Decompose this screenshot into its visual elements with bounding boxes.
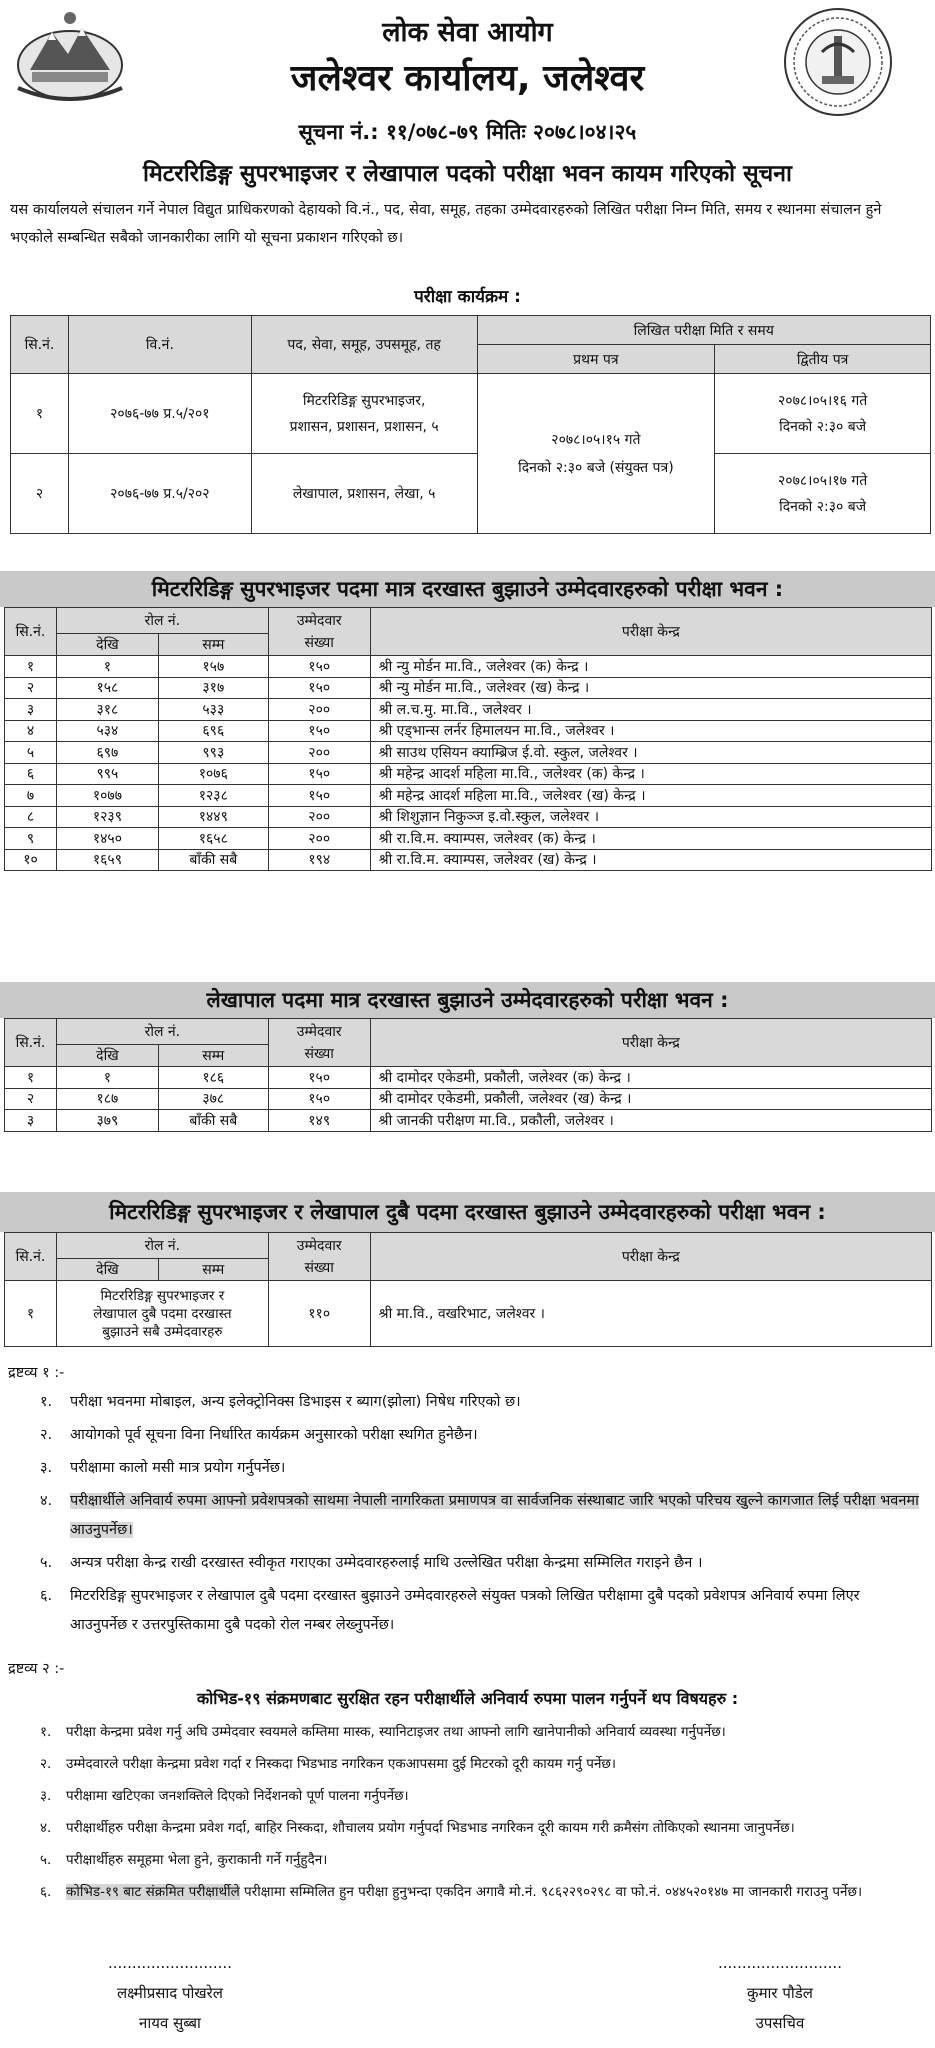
col-from: देखि [56, 634, 158, 656]
cell-count: १४९ [268, 1110, 370, 1132]
item-number: २. [40, 1427, 53, 1443]
table-row [5, 656, 932, 678]
cell-to: ३१७ [158, 677, 268, 699]
col-count-line: संख्या [304, 1259, 334, 1276]
list-item [40, 1880, 920, 1905]
cell-to: ९९३ [158, 742, 268, 764]
second-paper-date: २०७८।०५।१७ गते [778, 472, 868, 489]
cell-sn: १ [5, 1281, 57, 1347]
notice-number: सूचना नं.: ११/०७८-७९ मितिः २०७८।०४।२५ [298, 120, 637, 144]
cell-from: ५३४ [56, 720, 158, 742]
col-to: सम्म [158, 1259, 268, 1281]
item-text: परीक्षामा सम्मिलित हुन परीक्षा हुनुभन्दा एकदिन अगावै मो.नं. ९८६२२९०२९८ वा फो.नं. ०४४५२०१४७ मा जानकारी गराउनु पर्नेछ। [239, 1884, 863, 1900]
table-row [5, 720, 932, 742]
cell-sn: ७ [5, 785, 57, 807]
note1-title: द्रष्टव्य १ :- [8, 1365, 65, 1381]
cell-adv: २०७६-७७ प्र.५/२०२ [68, 454, 251, 534]
signature-right [670, 1948, 890, 2038]
cell-sn: ४ [5, 720, 57, 742]
table-row [5, 1067, 932, 1089]
col-sn: सि.नं. [5, 608, 57, 656]
first-paper-date: २०७८।०५।१५ गते [551, 431, 641, 448]
item-text: परीक्षामा कालो मसी मात्र प्रयोग गर्नुपर्नेछ। [70, 1460, 286, 1476]
cell-post: लेखापाल, प्रशासन, लेखा, ५ [251, 454, 477, 534]
cell-sn: ९ [5, 828, 57, 850]
note2-title: द्रष्टव्य २ :- [8, 1661, 65, 1677]
venue3-table [4, 1232, 932, 1347]
cell-count: २०० [268, 742, 370, 764]
list-item [40, 1784, 920, 1809]
table-row [5, 1281, 932, 1347]
col-centre: परीक्षा केन्द्र [370, 1019, 931, 1067]
col-count-line: उम्मेदवार [296, 612, 342, 629]
signatory-title: नायव सुब्बा [139, 2014, 201, 2032]
cell-second-paper [715, 454, 931, 534]
signature-line: .......................... [718, 1954, 842, 1972]
notice-title: मिटररिडिङ्ग सुपरभाइजर र लेखापाल पदको परीक्षा भवन कायम गरिएको सूचना [143, 161, 792, 187]
cell-centre: श्री मा.वि., वखरिभाट, जलेश्वर । [370, 1281, 931, 1347]
col-roll: रोल नं. [56, 608, 268, 634]
item-number: २. [40, 1756, 52, 1772]
list-item [40, 1454, 920, 1483]
item-text-highlighted: परीक्षार्थीले अनिवार्य रुपमा आफ्नो प्रवेशपत्रको साथमा नेपाली नागरिकता प्रमाणपत्र वा सार्वजनिक संस्थाबाट जारि भएको परिचय खुल्ने कागजात लिई परीक्षा भवनमा आउनुपर्नेछ। [70, 1493, 919, 1538]
cell-centre: श्री रा.वि.म. क्याम्पस, जलेश्वर (ख) केन्द्र । [370, 849, 931, 871]
cell-count: १५० [268, 1088, 370, 1110]
list-item [40, 1848, 920, 1873]
col-sn: सि.नं. [5, 1233, 57, 1281]
table-row [11, 454, 931, 534]
item-number: ६. [40, 1884, 52, 1900]
col-adv-no: वि.नं. [68, 316, 251, 374]
cell-from: १ [56, 1067, 158, 1089]
cell-to: बाँकी सबै [158, 849, 268, 871]
cell-from: ३७९ [56, 1110, 158, 1132]
cell-count: १९४ [268, 849, 370, 871]
list-item [40, 1549, 920, 1578]
item-text-highlighted: कोभिड-१९ बाट संक्रमित परीक्षार्थीले [66, 1884, 240, 1900]
col-post: पद, सेवा, समूह, उपसमूह, तह [251, 316, 477, 374]
commission-name: लोक सेवा आयोग [382, 17, 553, 48]
venue1-heading: मिटररिडिङ्ग सुपरभाइजर पदमा मात्र दरखास्त बुझाउने उम्मेदवारहरुको परीक्षा भवन : [0, 571, 935, 607]
item-text: परीक्षा केन्द्रमा प्रवेश गर्नु अघि उम्मेदवार स्वयमले कम्तिमा मास्क, स्यानिटाइजर तथा आफ्नो लागि खानेपानीको अनिवार्य व्यवस्था गर्नुपर्नेछ। [66, 1724, 726, 1740]
cell-sn: २ [5, 1088, 57, 1110]
cell-count: २०० [268, 699, 370, 721]
cell-centre: श्री न्यु मोर्डन मा.वि., जलेश्वर (ख) केन्द्र । [370, 677, 931, 699]
item-number: ५. [40, 1555, 53, 1571]
cell-from: १४५० [56, 828, 158, 850]
schedule-heading: परीक्षा कार्यक्रम : [414, 287, 521, 307]
cell-from: १५८ [56, 677, 158, 699]
table-row [5, 828, 932, 850]
cell-to: बाँकी सबै [158, 1110, 268, 1132]
cell-second-paper [715, 374, 931, 454]
col-count [268, 1019, 370, 1067]
cell-sn: १ [11, 374, 69, 454]
cell-sn: ३ [5, 699, 57, 721]
cell-count: १५० [268, 1067, 370, 1089]
table-row [5, 763, 932, 785]
venue2-heading: लेखापाल पदमा मात्र दरखास्त बुझाउने उम्मेदवारहरुको परीक्षा भवन : [0, 982, 935, 1018]
signature-left [60, 1948, 280, 2038]
cell-to: १८६ [158, 1067, 268, 1089]
col-centre: परीक्षा केन्द्र [370, 608, 931, 656]
second-paper-date: २०७८।०५।१६ गते [778, 392, 868, 409]
col-roll: रोल नं. [56, 1233, 268, 1259]
cell-from: ३१८ [56, 699, 158, 721]
second-paper-time: दिनको २:३० बजे [779, 418, 867, 435]
col-from: देखि [56, 1259, 158, 1281]
table-row [5, 849, 932, 871]
cell-from: ९९५ [56, 763, 158, 785]
cell-first-paper [477, 374, 715, 534]
item-text: अन्यत्र परीक्षा केन्द्र राखी दरखास्त स्वीकृत गराएका उम्मेदवारहरुलाई माथि उल्लेखित परीक्षा केन्द्रमा सम्मिलित गराइने छैन । [70, 1555, 703, 1571]
item-text: मिटररिडिङ्ग सुपरभाइजर र लेखापाल दुबै पदमा दरखास्त बुझाउने उम्मेदवारहरुले संयुक्त पत्रको लिखित परीक्षामा दुबै पदको प्रवेशपत्र अनिवार्य रुपमा लिएर आउनुपर्नेछ र उत्तरपुस्तिकामा दुबै पदको रोल नम्बर लेख्नुपर्नेछ। [70, 1588, 860, 1633]
item-text: परीक्षामा खटिएका जनशक्तिले दिएको निर्देशनको पूर्ण पालना गर्नुपर्नेछ। [66, 1788, 409, 1804]
cell-from: ६९७ [56, 742, 158, 764]
cell-to: ६९६ [158, 720, 268, 742]
item-number: १. [40, 1394, 53, 1410]
cell-post [251, 374, 477, 454]
table-row [5, 785, 932, 807]
signatory-name: कुमार पौडेल [747, 1984, 813, 2002]
item-text: उम्मेदवारले परीक्षा केन्द्रमा प्रवेश गर्दा र निस्कदा भिडभाड नगरिकन एकआपसमा दुई मिटरको दूरी कायम गर्नु पर्नेछ। [66, 1756, 617, 1772]
table-row [5, 699, 932, 721]
cell-sn: २ [5, 677, 57, 699]
item-number: ४. [40, 1820, 52, 1836]
col-count-line: उम्मेदवार [296, 1023, 342, 1040]
venue3-heading: मिटररिडिङ्ग सुपरभाइजर र लेखापाल दुबै पदमा दरखास्त बुझाउने उम्मेदवारहरुको परीक्षा भवन : [0, 1192, 935, 1232]
cell-to: १२३८ [158, 785, 268, 807]
cell-sn: १ [5, 1067, 57, 1089]
cell-count: १५० [268, 656, 370, 678]
cell-roll-both [56, 1281, 268, 1347]
cell-count: १५० [268, 677, 370, 699]
col-to: सम्म [158, 1045, 268, 1067]
table-row [5, 1110, 932, 1132]
table-row [11, 374, 931, 454]
cell-to: १४४९ [158, 806, 268, 828]
col-count [268, 1233, 370, 1281]
cell-from: १८७ [56, 1088, 158, 1110]
cell-count: ११० [268, 1281, 370, 1347]
second-paper-time: दिनको २:३० बजे [779, 498, 867, 515]
notes2-list [40, 1720, 920, 1912]
cell-from: १२३९ [56, 806, 158, 828]
cell-centre: श्री एड्भान्स लर्नर हिमालयन मा.वि., जलेश्वर । [370, 720, 931, 742]
col-count [268, 608, 370, 656]
item-number: ३. [40, 1460, 53, 1476]
cell-sn: ५ [5, 742, 57, 764]
cell-centre: श्री दामोदर एकेडमी, प्रकौली, जलेश्वर (ख) केन्द्र । [370, 1088, 931, 1110]
list-item [40, 1487, 920, 1545]
cell-centre: श्री महेन्द्र आदर्श महिला मा.वि., जलेश्वर (ख) केन्द्र । [370, 785, 931, 807]
cell-centre: श्री ल.च.मु. मा.वि., जलेश्वर । [370, 699, 931, 721]
venue1-table [4, 607, 932, 871]
item-text: परीक्षार्थीहरु समूहमा भेला हुने, कुराकानी गर्ने गर्नुहुदैन। [66, 1852, 328, 1868]
col-count-line: संख्या [304, 1045, 334, 1062]
cell-sn: ६ [5, 763, 57, 785]
table-row [5, 1088, 932, 1110]
col-sn: सि.नं. [5, 1019, 57, 1067]
cell-from: १६५९ [56, 849, 158, 871]
cell-centre: श्री महेन्द्र आदर्श महिला मा.वि., जलेश्वर (क) केन्द्र । [370, 763, 931, 785]
notes1-list [40, 1388, 920, 1644]
list-item [40, 1816, 920, 1841]
roll-line: लेखापाल दुबै पदमा दरखास्त [93, 1305, 232, 1322]
item-text: परीक्षार्थीहरु परीक्षा केन्द्रमा प्रवेश गर्दा, बाहिर निस्कदा, शौचालय प्रयोग गर्नुपर्दा भिडभाड नगरिकन दूरी कायम गरी क्रमैसंग तोकिएको स्थानमा जानुपर्नेछ। [66, 1820, 795, 1836]
signatory-title: उपसचिव [755, 2014, 805, 2032]
schedule-table [10, 315, 931, 534]
list-item [40, 1388, 920, 1417]
cell-sn: ८ [5, 806, 57, 828]
cell-centre: श्री दामोदर एकेडमी, प्रकौली, जलेश्वर (क) केन्द्र । [370, 1067, 931, 1089]
covid-heading: कोभिड-१९ संक्रमणबाट सुरक्षित रहन परीक्षार्थीले अनिवार्य रुपमा पालन गर्नुपर्ने थप विषयहरु : [196, 1689, 739, 1708]
cell-from: १ [56, 656, 158, 678]
item-number: ५. [40, 1852, 52, 1868]
cell-count: १५० [268, 720, 370, 742]
cell-sn: १० [5, 849, 57, 871]
col-to: सम्म [158, 634, 268, 656]
cell-centre: श्री न्यु मोर्डन मा.वि., जलेश्वर (क) केन्द्र । [370, 656, 931, 678]
cell-sn: २ [11, 454, 69, 534]
cell-to: ३७८ [158, 1088, 268, 1110]
item-number: ३. [40, 1788, 52, 1804]
cell-to: १५७ [158, 656, 268, 678]
cell-count: १५० [268, 785, 370, 807]
table-row [5, 806, 932, 828]
cell-sn: ३ [5, 1110, 57, 1132]
post-line: प्रशासन, प्रशासन, प्रशासन, ५ [289, 418, 439, 435]
roll-line: मिटररिडिङ्ग सुपरभाइजर र [100, 1287, 225, 1304]
cell-to: १६५८ [158, 828, 268, 850]
col-sn: सि.नं. [11, 316, 69, 374]
cell-to: ५३३ [158, 699, 268, 721]
cell-adv: २०७६-७७ प्र.५/२०१ [68, 374, 251, 454]
table-row [5, 677, 932, 699]
cell-to: १०७६ [158, 763, 268, 785]
list-item [40, 1720, 920, 1745]
cell-centre: श्री जानकी परीक्षण मा.वि., प्रकौली, जलेश्वर । [370, 1110, 931, 1132]
col-roll: रोल नं. [56, 1019, 268, 1045]
table-row [5, 742, 932, 764]
list-item [40, 1421, 920, 1450]
roll-line: बुझाउने सबै उम्मेदवारहरु [102, 1323, 223, 1340]
col-second-paper: द्वितीय पत्र [715, 345, 931, 374]
cell-count: २०० [268, 828, 370, 850]
col-first-paper: प्रथम पत्र [477, 345, 715, 374]
col-count-line: उम्मेदवार [296, 1237, 342, 1254]
signature-line: .......................... [108, 1954, 232, 1972]
signatory-name: लक्ष्मीप्रसाद पोखरेल [117, 1984, 223, 2002]
cell-centre: श्री शिशुज्ञान निकुञ्ज इ.वो.स्कुल, जलेश्वर । [370, 806, 931, 828]
col-centre: परीक्षा केन्द्र [370, 1233, 931, 1281]
intro-paragraph: यस कार्यालयले संचालन गर्ने नेपाल विद्युत प्राधिकरणको देहायको वि.नं., पद, सेवा, समूह, तहका उम्मेदवारहरुको लिखित परीक्षा निम्न मिति, समय र स्थानमा संचालन हुने भएकोले सम्बन्धित सबैको जानकारीका लागि यो सूचना प्रकाशन गरिएको छ। [10, 202, 882, 246]
list-item [40, 1582, 920, 1640]
list-item [40, 1752, 920, 1777]
office-name: जलेश्वर कार्यालय, जलेश्वर [290, 58, 645, 99]
col-written-exam: लिखित परीक्षा मिति र समय [477, 316, 930, 345]
col-count-line: संख्या [304, 634, 334, 651]
cell-from: १०७७ [56, 785, 158, 807]
cell-centre: श्री साउथ एसियन क्याम्ब्रिज ई.वो. स्कुल, जलेश्वर । [370, 742, 931, 764]
post-line: मिटररिडिङ्ग सुपरभाइजर, [302, 392, 426, 409]
first-paper-time: दिनको २:३० बजे (संयुक्त पत्र) [518, 459, 674, 476]
venue2-table [4, 1018, 932, 1132]
item-text: परीक्षा भवनमा मोबाइल, अन्य इलेक्ट्रोनिक्स डिभाइस र ब्याग(झोला) निषेध गरिएको छ। [70, 1394, 521, 1410]
item-text: आयोगको पूर्व सूचना विना निर्धारित कार्यक्रम अनुसारको परीक्षा स्थगित हुनेछैन। [70, 1427, 478, 1443]
col-from: देखि [56, 1045, 158, 1067]
item-number: ६. [40, 1588, 53, 1604]
item-number: १. [40, 1724, 52, 1740]
cell-sn: १ [5, 656, 57, 678]
cell-count: २०० [268, 806, 370, 828]
item-number: ४. [40, 1493, 53, 1509]
cell-count: १५० [268, 763, 370, 785]
cell-centre: श्री रा.वि.म. क्याम्पस, जलेश्वर (क) केन्द्र । [370, 828, 931, 850]
